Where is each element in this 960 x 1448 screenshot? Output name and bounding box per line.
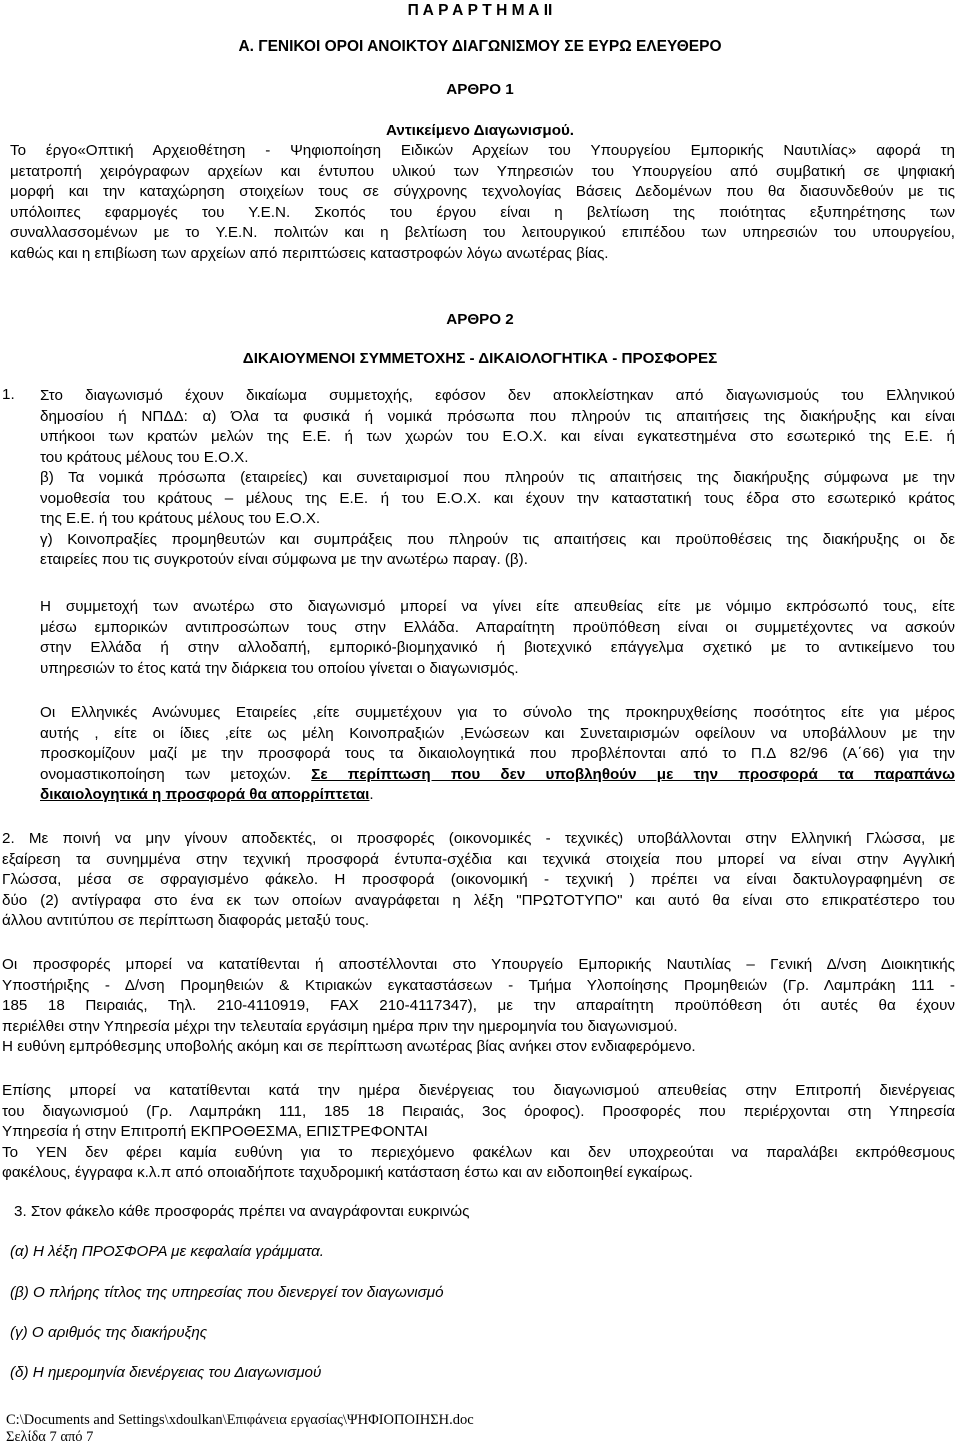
paragraph-line: της Ε.Ε. ή του κράτους μέλους του Ε.Ο.Χ. (40, 510, 321, 527)
paragraph-line: εταιρείες που τις συγκροτούν είναι σύμφωνα με την ανωτέρω παραγ. (β). (40, 551, 528, 568)
envelope-requirements: 3. Στον φάκελο κάθε προσφοράς πρέπει να αναγράφονται ευκρινώς (14, 1203, 470, 1220)
paragraph-line: Η ευθύνη εμπρόθεσμης υποβολής ακόμη και σε περίπτωση ανωτέρας βίας ανήκει στον ενδιαφερόμενο. (2, 1038, 696, 1055)
paragraph-line: εξαίρεση τα συνημμένα στην τεχνική προσφορά έντυπα-σχέδια και τεχνικά στοιχεία που μπορεί να είναι στην Αγγλική (2, 850, 955, 868)
paragraph-line: καθώς και η επιβίωση των αρχείων από περιπτώσεις καταστροφών λόγω ανωτέρας βίας. (10, 244, 609, 262)
envelope-item: (β) Ο πλήρης τίτλος της υπηρεσίας που διενεργεί τον διαγωνισμό (10, 1284, 444, 1301)
committee-paragraph (2, 1081, 955, 1184)
paragraph-line: 185 18 Πειραιάς, Τηλ. 210-4110919, FAX 210-4117347), με την απαραίτητη προϋπόθεση ότι αυτές θα έχουν (2, 997, 955, 1014)
paragraph-line: υπηρεσιών το έτος κατά την διάρκεια του οποίου γίνεται ο διαγωνισμός. (40, 659, 519, 677)
paragraph-line: περιέλθει στην Υπηρεσία μέχρι την τελευταία εργάσιμη ημέρα πριν την ημερομηνία του διαγωνισμού. (2, 1017, 678, 1035)
paragraph-line: του διαγωνισμού (Γρ. Λαμπράκη 111, 185 18 Πειραιάς, 3ος όροφος). Προσφορές που περιέρχονται στη Υπηρεσία (2, 1102, 955, 1120)
participation-paragraph (40, 597, 955, 679)
language-paragraph (2, 829, 955, 932)
paragraph-line: δημοσίου ή ΝΠΔΔ: α) Όλα τα φυσικά ή νομικά πρόσωπα που πληρούν τις απαιτήσεις της διακήρυξης και είναι (40, 407, 955, 425)
line-text: ονομαστικοποίηση των μετοχών. (40, 765, 291, 783)
paragraph-line: στην Ελλάδα ή στην αλλοδαπή, εμπορικό-βιομηχανικό ή βιοτεχνικό επάγγελμα σχετικό με το αντικείμενο του (40, 639, 955, 656)
paragraph-line: μέσω εμπορικών αντιπροσώπων τους στην Ελλάδα. Απαραίτητη προϋπόθεση είναι οι συμμετέχοντες να ασκούν (40, 618, 955, 636)
paragraph-line: άλλου αντιτύπου σε περίπτωση διαφοράς μεταξύ τους. (2, 912, 370, 929)
paragraph-line: συναλλασσομένων με το Υ.Ε.Ν. πολιτών και η βελτίωση του λειτουργικού επιπέδου των υπηρεσιών του υπουργείου, (10, 224, 955, 241)
eligibility-paragraph (40, 386, 955, 571)
rejection-notice: δικαιολογητικά η προσφορά θα απορρίπτεται (40, 786, 370, 803)
paragraph-line (40, 785, 955, 806)
paragraph-line: μετατροπή χειρόγραφων αρχείων και έντυπου υλικού των Υπηρεσιών του Υπουργείου από συμβατική σε ψηφιακή (10, 162, 955, 180)
paragraph-line (40, 765, 955, 786)
annex-title: Π Α Ρ Α Ρ Τ Η Μ Α ΙΙ (407, 2, 553, 19)
footer-file-path: C:\Documents and Settings\xdoulkan\Επιφάνεια εργασίας\ΨΗΦΙΟΠΟΙΗΣΗ.doc (6, 1412, 474, 1428)
paragraph-line: 2. Με ποινή να μην γίνουν αποδεκτές, οι προσφορές (οικονομικές - τεχνικές) υποβάλλονται στην Ελληνική Γλώσσα, με (2, 830, 955, 847)
paragraph-line: νομοθεσία του κράτους – μέλους της Ε.Ε. ή του Ε.Ο.Χ. και έχουν την καταστατική τους έδρα στο εσωτερικό κράτος (40, 489, 955, 507)
paragraph-line: Το ΥΕΝ δεν φέρει καμία ευθύνη για το περιεχόμενο φακέλων και δεν υποχρεούται να παραλάβει εκπρόθεσμους (2, 1143, 955, 1161)
paragraph-line: υπήκοοι των κρατών μελών της Ε.Ε. ή των χωρών του Ε.Ο.Χ. και είναι εγκατεστημένα στο εσωτερικό της Ε.Ε. ή (40, 428, 955, 445)
paragraph-line: Οι Ελληνικές Ανώνυμες Εταιρείες ,είτε συμμετέχουν για το σύνολο της προκηρυχθείσης ποσότητος είτε για μέρος (40, 704, 955, 721)
article2-subtitle: ΔΙΚΑΙΟΥΜΕΝΟΙ ΣΥΜΜΕΤΟΧΗΣ - ΔΙΚΑΙΟΛΟΓΗΤΙΚΑ - ΠΡΟΣΦΟΡΕΣ (242, 350, 718, 367)
paragraph-line: Υπηρεσία ή στην Επιτροπή ΕΚΠΡΟΘΕΣΜΑ, ΕΠΙΣΤΡΕΦΟΝΤΑΙ (2, 1123, 428, 1140)
paragraph-line: του κράτους μέλους του Ε.Ο.Χ. (40, 448, 249, 466)
paragraph-line: υπόλοιπες εφαρμογές του Υ.Ε.Ν. Σκοπός του έργου είναι η βελτίωση της ποιότητας εξυπηρέτησης των (10, 203, 955, 221)
paragraph-line: Γλώσσα, μέσα σε σφραγισμένο φάκελο. Η προσφορά (οικονομική - τεχνική ) πρέπει να είναι δακτυλογραφημένη σε (2, 871, 955, 888)
article1-title: ΑΡΘΡΟ 1 (446, 81, 514, 98)
article2-title: ΑΡΘΡΟ 2 (446, 311, 514, 328)
envelope-item: (γ) Ο αριθμός της διακήρυξης (10, 1324, 208, 1341)
footer-page-number: Σελίδα 7 από 7 (6, 1429, 94, 1445)
paragraph-line: Οι προσφορές μπορεί να κατατίθενται ή αποστέλλονται στο Υπουργείο Εμπορικής Ναυτιλίας – Γενική Δ/νση Διοικητικής (2, 956, 955, 973)
article1-paragraph (10, 141, 955, 264)
section-heading: Α. ΓΕΝΙΚΟΙ ΟΡΟΙ ΑΝΟΙΚΤΟΥ ΔΙΑΓΩΝΙΣΜΟΥ ΣΕ ΕΥΡΩ ΕΛΕΥΘΕΡΟ (238, 38, 722, 55)
rejection-notice: Σε περίπτωση που δεν υποβληθούν με την προσφορά τα παραπάνω (311, 765, 955, 783)
envelope-item: (α) Η λέξη ΠΡΟΣΦΟΡΑ με κεφαλαία γράμματα. (10, 1243, 324, 1260)
paragraph-line: β) Τα νομικά πρόσωπα (εταιρείες) και συνεταιρισμοί που πληρούν τις απαιτήσεις της διακήρυξης σύμφωνα με την (40, 469, 955, 486)
paragraph-line: Υποστήριξης - Δ/νση Προμηθειών & Κτιριακών εγκαταστάσεων - Τμήμα Υλοποίησης Προμηθειών (Γρ. Λαμπράκη 111 - (2, 976, 955, 994)
envelope-item: (δ) Η ημερομηνία διενέργειας του Διαγωνισμού (10, 1364, 322, 1381)
paragraph-line: Η συμμετοχή των ανωτέρω στο διαγωνισμό μπορεί να γίνει είτε απευθείας είτε με νόμιμο εκπρόσωπό τους, είτε (40, 598, 955, 615)
companies-paragraph (40, 703, 955, 806)
paragraph-line: προσκομίζουν μαζί με την προσφορά τους τα δικαιολογητικά που προβλέπονται από το Π.Δ 82/96 (Α΄66) για την (40, 745, 955, 762)
paragraph-line: μορφή και την καταχώρηση στοιχείων τους σε σύγχρονης τεχνολογίας Βάσεις Δεδομένων που θα διασυνδεθούν με τις (10, 183, 955, 200)
line-text: . (369, 786, 374, 803)
paragraph-line: γ) Κοινοπραξίες προμηθευτών και συμπράξεις που πληρούν τις απαιτήσεις και προϋποθέσεις της διακήρυξης οι δε (40, 530, 955, 548)
submission-paragraph (2, 955, 955, 1058)
paragraph-number: 1. (2, 386, 15, 403)
article1-subtitle: Αντικείμενο Διαγωνισμού. (385, 122, 575, 139)
paragraph-line: Επίσης μπορεί να κατατίθενται κατά την ημέρα διενέργειας του διαγωνισμού απευθείας στην Επιτροπή διενέργειας (2, 1082, 955, 1099)
paragraph-line: δύο (2) αντίγραφα στο ένα εκ των οποίων αναγράφεται η λέξη "ΠΡΩΤΟΤΥΠΟ" και αυτό θα είναι στο επικρατέστερο του (2, 891, 955, 909)
paragraph-line: αυτής , είτε οι ίδιες ,είτε ως μέλη Κοινοπραξιών ,Ενώσεων και Συνεταιρισμών οφείλουν να υποβάλλουν με την (40, 724, 955, 742)
paragraph-line: φακέλους, έγγραφα κ.λ.π από οποιαδήποτε ταχυδρομική κατάσταση έστω και αν ειδοποιηθεί εγκαίρως. (2, 1164, 693, 1181)
paragraph-line: Το έργο«Οπτική Αρχειοθέτηση - Ψηφιοποίηση Ειδικών Αρχείων του Υπουργείου Εμπορικής Ναυτιλίας» αφορά τη (10, 142, 955, 159)
paragraph-line: Στο διαγωνισμό έχουν δικαίωμα συμμετοχής, εφόσον δεν αποκλείστηκαν από διαγωνισμούς του Ελληνικού (40, 387, 955, 404)
